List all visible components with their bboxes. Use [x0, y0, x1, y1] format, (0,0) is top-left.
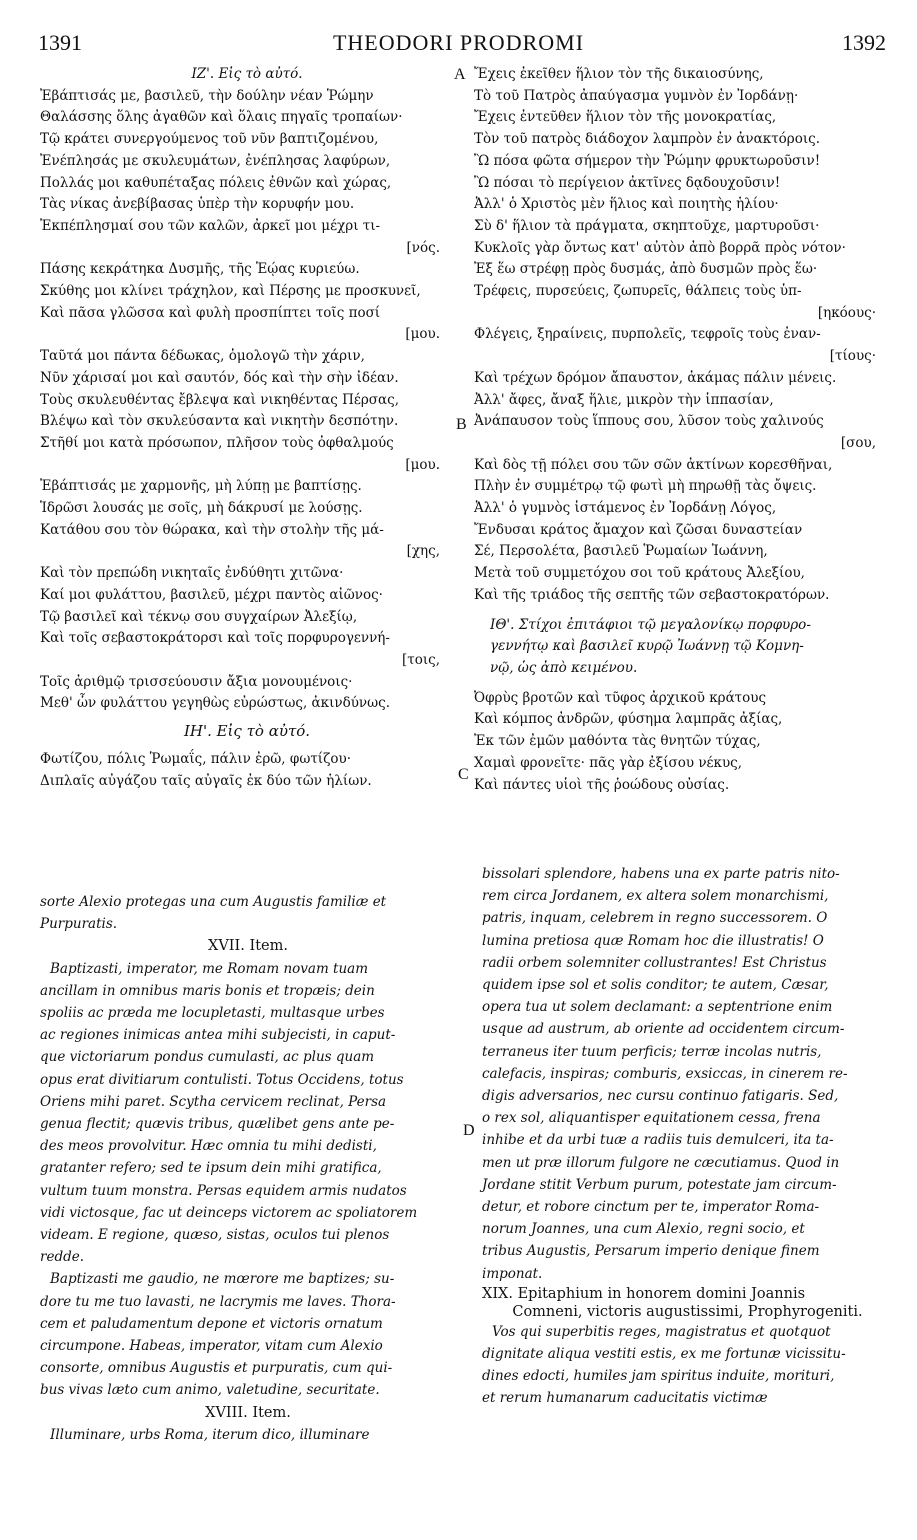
greek-right-line: Τὸ τοῦ Πατρὸς ἀπαύγασμα γυμνὸν ἐν Ἰορδάνῃ·	[474, 87, 799, 104]
latin-right-line: dines edocti, humiles jam spiritus induite, morituri,	[482, 1368, 835, 1385]
greek-right-line: Ἔνδυσαι κράτος ἄμαχον καὶ ζῶσαι δυναστείαν	[474, 521, 803, 538]
greek-left-line: Ἐνέπλησάς με σκυλευμάτων, ἐνέπλησας λαφύρων,	[40, 152, 391, 169]
greek-left-line: Θαλάσσης ὅλης ἀγαθῶν καὶ ὅλαις πηγαῖς τροπαίων·	[40, 109, 403, 126]
greek-right-line: Ὢ πόσαι τὸ περίγειον ἀκτῖνες δᾳδουχοῦσιν!	[474, 174, 781, 191]
greek-left-line: [μου.	[405, 326, 440, 343]
greek-left-line: Τοῖς ἀριθμῷ τρισσεύουσιν ἄξια μονουμένοις·	[40, 673, 353, 690]
latin-right-line: imponat.	[482, 1265, 543, 1282]
greek-right-line: [ηκόους·	[817, 304, 876, 321]
latin-left-line: XVII. Item.	[208, 938, 288, 955]
latin-left-line: gratanter refero; sed te ipsum dein mihi gratifica,	[40, 1160, 382, 1177]
margin-marker-c: C	[458, 766, 469, 783]
latin-right-line: radii orbem solemniter collustrantes! Est Christus	[482, 954, 827, 971]
greek-right-line	[470, 680, 890, 688]
greek-right-line: νῷ, ὡς ἀπὸ κειμένου.	[490, 659, 638, 676]
latin-left-line: XVIII. Item.	[205, 1404, 291, 1421]
latin-right-line: opera tua ut solem declamant: a septentrione enim	[482, 999, 833, 1016]
greek-left-line: Ταῦτά μοι πάντα δέδωκας, ὁμολογῶ τὴν χάριν,	[40, 348, 365, 365]
greek-left-line: Πολλάς μοι καθυπέταξας πόλεις ἐθνῶν καὶ χώρας,	[40, 174, 392, 191]
latin-right-line: Vos qui superbitis reges, magistratus et quotquot	[492, 1323, 831, 1340]
latin-right-line: XIX. Epitaphium in honorem domini Joannis	[482, 1285, 806, 1302]
greek-left-line: Τῷ κράτει συνεργούμενος τοῦ νῦν βαπτιζομένου,	[40, 131, 379, 148]
greek-right-line	[470, 607, 890, 615]
greek-left-line: Τῷ βασιλεῖ καὶ τέκνῳ σου συγχαίρων Ἀλεξίῳ,	[40, 608, 358, 625]
latin-left-line: cem et paludamentum depone et victoris ornatum	[40, 1315, 383, 1332]
latin-left-line: circumpone. Habeas, imperator, vitam cum Alexio	[40, 1338, 383, 1355]
greek-right-line: Πλὴν ἐν συμμέτρῳ τῷ φωτὶ μὴ πηρωθῇ τὰς ὄψεις.	[474, 478, 817, 495]
greek-left-line: Στῆθί μοι κατὰ πρόσωπον, πλῆσον τοὺς ὀφθαλμούς	[40, 434, 394, 451]
greek-right-line: Μετὰ τοῦ συμμετόχου σοι τοῦ κράτους Ἀλεξίου,	[474, 565, 805, 582]
latin-left-line: spoliis ac præda me locupletasti, multasque urbes	[40, 1005, 385, 1022]
greek-left-line: Τὰς νίκας ἀνεβίβασας ὑπὲρ τὴν κορυφήν μου.	[40, 196, 355, 213]
greek-left-line: Ἱδρῶσι λουσάς με σοῖς, μὴ δάκρυσί με λούσῃς.	[40, 500, 363, 517]
greek-right-line: Ἐξ ἕω στρέφῃ πρὸς δυσμάς, ἀπὸ δυσμῶν πρὸς ἕω·	[474, 261, 818, 278]
greek-right-line: Ὢ πόσα φῶτα σήμερον τὴν Ῥώμην φρυκτωροῦσιν!	[474, 152, 821, 169]
greek-right-line: Φλέγεις, ξηραίνεις, πυρπολεῖς, τεφροῖς τοὺς ἐναν-	[474, 326, 821, 343]
greek-left-line: Καὶ τοῖς σεβαστοκράτορσι καὶ τοῖς πορφυρογεννή-	[40, 630, 390, 647]
greek-left-line: Νῦν χάρισαί μοι καὶ σαυτόν, δός καὶ τὴν σὴν ἰδέαν.	[40, 369, 399, 386]
greek-right-line: Τρέφεις, πυρσεύεις, ζωπυρεῖς, θάλπεις τοὺς ὑπ-	[474, 283, 802, 300]
greek-right-line: Ἔχεις ἐντεῦθεν ἥλιον τὸν τῆς μονοκρατίας,	[474, 109, 777, 126]
latin-left-line: dore tu me tuo lavasti, ne lacrymis me laves. Thora-	[40, 1293, 396, 1310]
latin-right-line: rem circa Jordanem, ex altera solem monarchismi,	[482, 888, 829, 905]
greek-left-line: Βλέψω καὶ τὸν σκυλεύσαντα καὶ νικητὴν δεσπότην.	[40, 413, 399, 430]
greek-right-line: Χαμαὶ φρονεῖτε· πᾶς γὰρ ἐξίσου νέκυς,	[474, 754, 743, 771]
greek-right-line: Ἀλλ' ὁ γυμνὸς ἱστάμενος ἐν Ἰορδάνῃ Λόγος,	[474, 500, 777, 517]
latin-right-line: dignitate aliqua vestiti estis, ex me fortunæ vicissitu-	[482, 1346, 846, 1363]
greek-left-line: Πάσης κεκράτηκα Δυσμῆς, τῆς Ἑῴας κυριεύω.	[40, 261, 360, 278]
greek-left-line: ΙΖ'. Εἰς τὸ αὐτό.	[191, 66, 303, 82]
latin-text-right-column	[478, 863, 893, 1410]
latin-left-line: Baptizasti, imperator, me Romam novam tuam	[50, 960, 369, 977]
greek-right-line: Ἀλλ' ἄφες, ἄναξ ἥλιε, μικρὸν τὴν ἱππασίαν,	[474, 391, 774, 408]
greek-left-line: Καί μοι φυλάττου, βασιλεῦ, μέχρι παντὸς αἰῶνος·	[40, 586, 383, 603]
greek-right-line: Καὶ τρέχων δρόμον ἄπαυστον, ἀκάμας πάλιν μένεις.	[474, 369, 837, 386]
latin-left-line: Baptizasti me gaudio, ne mœrore me baptizes; su-	[50, 1271, 395, 1288]
greek-right-line: γεννήτῳ καὶ βασιλεῖ κυρῷ Ἰωάννῃ τῷ Κομνη-	[490, 638, 804, 655]
greek-text-left-column	[36, 64, 454, 792]
margin-marker-d: D	[463, 1122, 475, 1139]
latin-left-line: bus vivas læto cum animo, valetudine, securitate.	[40, 1382, 380, 1399]
latin-left-line: genua flectit; quævis tribus, quælibet gens ante pe-	[40, 1116, 395, 1133]
latin-right-line: et rerum humanarum caducitatis victimæ	[482, 1390, 768, 1407]
greek-right-line: Ἐκ τῶν ἐμῶν μαθόντα τὰς θνητῶν τύχας,	[474, 733, 761, 750]
greek-right-line: ΙΘ'. Στίχοι ἐπιτάφιοι τῷ μεγαλονίκῳ πορφυρο-	[490, 616, 811, 633]
greek-left-line: Ἐβάπτισάς με χαρμονῆς, μὴ λύπῃ με βαπτίσῃς.	[40, 478, 362, 495]
greek-left-line: Ἐβάπτισάς με, βασιλεῦ, τὴν δούλην νέαν Ῥώμην	[40, 87, 374, 104]
latin-right-line: usque ad austrum, ab oriente ad occidentem circum-	[482, 1021, 845, 1038]
latin-right-line: inhibe et da urbi tuæ a radiis tuis demulceri, ita ta-	[482, 1132, 834, 1149]
latin-left-line: vidi victosque, fac ut deinceps victorem ac spoliatorem	[40, 1204, 418, 1221]
latin-left-line: redde.	[40, 1249, 85, 1266]
latin-left-line: des meos provolvitur. Hæc omnia tu mihi dedisti,	[40, 1138, 377, 1155]
greek-left-line: Σκύθης μοι κλίνει τράχηλον, καὶ Πέρσης με προσκυνεῖ,	[40, 283, 421, 300]
page-number-left: 1391	[38, 30, 82, 55]
greek-left-line: [νός.	[406, 239, 440, 256]
latin-right-line: o rex sol, aliquantisper equitationem cessa, frena	[482, 1110, 821, 1127]
greek-left-line: Διπλαῖς αὐγάζου ταῖς αὐγαῖς ἐκ δύο τῶν ἡλίων.	[40, 772, 372, 789]
latin-left-line: Oriens mihi paret. Scytha cervicem reclinat, Persa	[40, 1093, 387, 1110]
latin-right-line: bissolari splendore, habens una ex parte patris nito-	[482, 866, 840, 882]
margin-marker-b: B	[456, 416, 467, 433]
greek-text-right-column	[470, 64, 890, 796]
greek-right-line: Καὶ δὸς τῇ πόλει σου τῶν σῶν ἀκτίνων κορεσθῆναι,	[474, 456, 833, 473]
latin-left-line: vultum tuum monstra. Persas equidem armis nudatos	[40, 1182, 407, 1199]
latin-right-line: calefacis, inspiras; comburis, exsiccas, in cinerem re-	[482, 1065, 848, 1082]
latin-right-line: terraneus iter tuum perficis; terræ incolas nutris,	[482, 1043, 822, 1060]
greek-left-line: Καὶ πᾶσα γλῶσσα καὶ φυλὴ προσπίπτει τοῖς ποσί	[40, 304, 381, 321]
greek-right-line: Κυκλοῖς γὰρ ὄντως κατ' αὐτὸν ἀπὸ βορρᾶ πρὸς νότον·	[474, 239, 846, 256]
greek-right-line: Καὶ πάντες υἱοὶ τῆς ῥοώδους οὐσίας.	[474, 776, 730, 793]
running-title: THEODORI PRODROMI	[332, 30, 585, 55]
latin-left-line: sorte Alexio protegas una cum Augustis familiæ et	[40, 894, 387, 910]
greek-left-line: [μου.	[405, 456, 440, 473]
greek-right-line: Σέ, Περσολέτα, βασιλεῦ Ῥωμαίων Ἰωάννη,	[474, 543, 768, 560]
greek-right-line: Ὀφρὺς βροτῶν καὶ τῦφος ἀρχικοῦ κράτους	[474, 689, 767, 706]
greek-left-line: Φωτίζου, πόλις Ῥωμαΐς, πάλιν ἐρῶ, φωτίζου·	[40, 750, 352, 767]
greek-right-line: Τὸν τοῦ πατρὸς διάδοχον λαμπρὸν ἐν ἀνακτόροις.	[474, 131, 821, 148]
greek-right-line: Ἀλλ' ὁ Χριστὸς μὲν ἥλιος καὶ ποιητὴς ἡλίου·	[474, 196, 779, 213]
greek-right-line: Ἔχεις ἐκεῖθεν ἥλιον τὸν τῆς δικαιοσύνης,	[474, 66, 764, 82]
latin-right-line: tribus Augustis, Persarum imperio denique finem	[482, 1243, 820, 1260]
latin-left-line: ancillam in omnibus maris bonis et tropæis; dein	[40, 982, 375, 999]
latin-right-line: men ut præ illorum fulgore ne cæcutiamus. Quod in	[482, 1154, 840, 1171]
greek-left-line: Κατάθου σου τὸν θώρακα, καὶ τὴν στολὴν τῆς μά-	[40, 521, 384, 538]
latin-right-line: norum Joannes, una cum Alexio, regni socio, et	[482, 1221, 805, 1238]
latin-right-line: Comneni, victoris augustissimi, Prophyrogeniti.	[512, 1303, 863, 1320]
greek-left-line: Τοὺς σκυλευθέντας ἔβλεψα καὶ νικηθέντας Πέρσας,	[40, 391, 399, 408]
greek-right-line: [σου,	[840, 434, 876, 451]
greek-left-line: Ἐκπέπλησμαί σου τῶν καλῶν, ἀρκεῖ μοι μέχρι τι-	[40, 217, 381, 234]
latin-right-line: patris, inquam, celebrem in regno successorem. O	[482, 910, 828, 927]
greek-right-line: Ἀνάπαυσον τοὺς ἵππους σου, λῦσον τοὺς χαλινούς	[474, 413, 824, 430]
margin-marker-a: A	[454, 66, 466, 83]
greek-left-line: Μεθ' ὧν φυλάττου γεγηθὼς εὐρώστως, ἀκινδύνως.	[40, 695, 390, 712]
latin-left-line: que victoriarum pondus cumulasti, ac plus quam	[40, 1049, 375, 1066]
greek-left-line: [τοις,	[401, 651, 440, 668]
latin-left-line: videam. E regione, quæso, sistas, oculos tui plenos	[40, 1227, 390, 1244]
latin-right-line: detur, et robore cinctum per te, imperator Roma-	[482, 1199, 820, 1216]
greek-left-line: [χης,	[406, 543, 440, 560]
greek-right-line: Καὶ τῆς τριάδος τῆς σεπτῆς τῶν σεβαστοκρατόρων.	[474, 586, 830, 603]
latin-left-line: Purpuratis.	[40, 916, 118, 933]
greek-right-line: Σὺ δ' ἥλιον τὰ πράγματα, σκηπτοῦχε, μαρτυροῦσι·	[474, 217, 820, 234]
page-number-right: 1392	[842, 30, 886, 55]
latin-text-left-column	[36, 891, 456, 1446]
latin-right-line: Jordane stitit Verbum purum, potestate jam circum-	[482, 1176, 837, 1193]
latin-left-line: ac regiones inimicas antea mihi subjecisti, in caput-	[40, 1027, 396, 1044]
greek-left-line: ΙΗ'. Εἰς τὸ αὐτό.	[183, 722, 311, 741]
greek-right-line: Καὶ κόμπος ἀνδρῶν, φύσημα λαμπρᾶς ἀξίας,	[474, 711, 783, 728]
latin-left-line: Illuminare, urbs Roma, iterum dico, illuminare	[50, 1426, 370, 1443]
latin-left-line: opus erat divitiarum contulisti. Totus Occidens, totus	[40, 1071, 404, 1088]
latin-right-line: quidem ipse sol et solis conditor; te autem, Cæsar,	[482, 977, 829, 994]
latin-right-line: lumina pretiosa quæ Romam hoc die illustratis! O	[482, 932, 824, 949]
page-header	[0, 0, 917, 70]
latin-left-line: consorte, omnibus Augustis et purpuratis, cum qui-	[40, 1360, 393, 1377]
greek-left-line: Καὶ τὸν πρεπώδη νικηταῖς ἐνδύθητι χιτῶνα·	[40, 565, 344, 582]
latin-right-line: digis adversarios, nec cursu continuo fatigaris. Sed,	[482, 1088, 839, 1105]
greek-right-line: [τίους·	[829, 348, 876, 365]
